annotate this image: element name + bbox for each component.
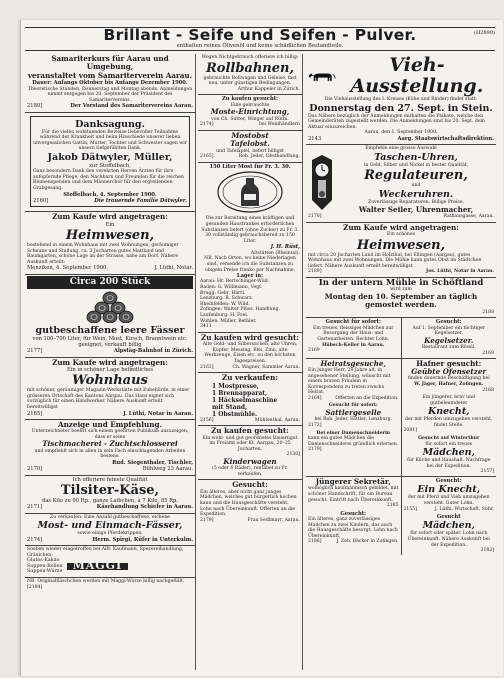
list-item: Aarau: Hr. Bertschinger-Wild. bbox=[200, 279, 270, 285]
ad-number: 2186] bbox=[308, 539, 322, 545]
ad-title: Bei einer Damenschneiderin bbox=[316, 430, 391, 436]
ad-number: 2081] bbox=[403, 428, 417, 434]
ad-number: 2179] bbox=[200, 517, 214, 523]
ad-title: Empfehle eine grosse Auswahl bbox=[365, 146, 437, 152]
ad-text: womöglich kaufmännisch gebildet, mit schöner Handschrift, für ein Bureau gesucht. Eintritt nach Übereinkunft. bbox=[308, 486, 399, 503]
ad-number: 2160] bbox=[33, 197, 49, 204]
ad-number: 2177] bbox=[27, 348, 43, 355]
ad-text-2: Ganz besondern Dank den verehrten Herren Ärzten für ihre aufopfernde Pflege, den Nachbarn und Freunden für die reichen Blumenspenden und dem Männerchor für den ergreifenden Grabgesang. bbox=[33, 169, 184, 192]
ad-title: Gesucht: bbox=[435, 478, 462, 485]
list-item: 1 Obstmühle. bbox=[212, 410, 258, 418]
ad-subtitle: veranstaltet vom Samariterverein Aarau. bbox=[27, 70, 193, 80]
ad-main: Moste-Einrichtung, bbox=[210, 107, 290, 117]
list-item: 1 Mostpresse, bbox=[212, 382, 259, 390]
ad-main: Heiratsgesuche, bbox=[320, 358, 386, 368]
ad-number: 2165] bbox=[200, 154, 214, 160]
ad-wohnhaus bbox=[25, 358, 195, 420]
ad-sign: Aarg. Staatswirtschaftsdirektion. bbox=[397, 135, 494, 142]
ad-sign: J. Lüthi, Notar in Aarau. bbox=[123, 410, 193, 417]
ad-and: und bbox=[411, 183, 421, 189]
ad-knecht bbox=[401, 477, 497, 555]
column-left bbox=[25, 54, 196, 670]
ad-text: Die Viehausstellung des I. Kreises (Kühe und Rinder) findet statt: bbox=[324, 97, 478, 102]
ad-sign: Die trauernde Familie Dätwyler. bbox=[94, 197, 187, 204]
ad-gesucht-sofort bbox=[306, 318, 401, 357]
ad-text: finden dauernde Beschäftigung bei bbox=[407, 376, 490, 382]
ad-row-gesucht bbox=[306, 318, 496, 358]
ad-mostfaesser bbox=[25, 514, 195, 546]
ad-main: Tischmacherei - Zuchtschlosserei bbox=[42, 439, 178, 449]
ad-heimwesen-1 bbox=[25, 212, 195, 274]
lager-list bbox=[200, 279, 300, 324]
ad-sekretaer bbox=[306, 477, 401, 555]
ad-number: 2171] bbox=[27, 504, 43, 511]
ad-number: 2130] bbox=[286, 452, 300, 458]
ad-text: und Tafeläpfel, liefert billigst bbox=[216, 148, 284, 154]
ad-number: 2188 bbox=[482, 309, 494, 315]
ad-gesucht-maedchen bbox=[198, 480, 302, 525]
ad-date: Montag den 10. September an täglich gemostet werden. bbox=[324, 292, 478, 310]
ad-text: von Ch. Sutter, Winger auf Rüthi. bbox=[211, 116, 289, 122]
ad-subtitle: Eine gebrauchte bbox=[230, 102, 270, 108]
ad-sign: Alpstäg-Bahnhof in Zürich. bbox=[113, 348, 193, 355]
ad-sign: Rob. Jeder, Obsthandlung. bbox=[238, 154, 300, 160]
ad-text: für Küche und Haushalt. Nachfrage bei der Expedition. bbox=[407, 458, 491, 469]
ad-main: Rollbahnen, bbox=[205, 60, 295, 76]
ad-title: Zum Kaufe wird angetragen: bbox=[343, 222, 459, 232]
maggi-line-4: Suppen-Würze bbox=[27, 569, 63, 575]
ad-number: 2155] bbox=[403, 506, 417, 512]
ad-text: Ein älteres, aber nicht ganz junges Mädchen, welches gut bürgerlich kochen kann und die Hausgeschäfte versteht. Lohn nach Übereinkunft. Offerten an die Expedition. bbox=[200, 489, 297, 518]
ad-title: Zu kaufen gesucht: bbox=[211, 426, 289, 436]
ad-text: Die zur Bereitung eines kräftigen und gesunden Haustrankes erforderlichen Substanzen liefert (ohne Zucker) zu Fr. 3. 30 vollständig gebrauchsbereit zu 150 Liter. bbox=[201, 216, 299, 244]
ad-title: Zu verkaufen: bbox=[222, 373, 278, 383]
ad-date: Donnerstag den 27. Sept. in Stein. bbox=[309, 102, 493, 114]
ad-title: Gesucht für sofort: bbox=[328, 403, 378, 409]
ad-sign: Mühlenthal, Aarau. bbox=[254, 417, 300, 423]
ad-title: Samariterkurs für Aarau und Umgebung, bbox=[51, 54, 169, 72]
ad-main: Kinderwagen bbox=[223, 456, 277, 466]
ad-text: Theoretische Stunden, Donnerstag und Montag abends. Anmeldungen nimmt entgegen bis 20. September der Präsident des Samaritervereins. bbox=[27, 86, 193, 103]
ad-subtitle: Ein schönes bbox=[387, 232, 415, 238]
ad-title: Danksagung. bbox=[75, 118, 145, 130]
lager-title: Lager in: bbox=[236, 273, 264, 280]
ad-title: Gesucht für sofort: bbox=[325, 319, 381, 326]
banner-title: Brillant - Seife und Seifen - Pulver. bbox=[103, 26, 417, 44]
ad-uhren bbox=[306, 145, 496, 222]
ad-altgold bbox=[198, 333, 302, 373]
list-item: Wohlen: Müller, Bethler. bbox=[200, 318, 257, 324]
ad-number: 2168 bbox=[482, 387, 494, 393]
ad-main: Vieh-Ausstellung. bbox=[350, 54, 484, 97]
list-item: Rheinfelden: W. Wild. bbox=[200, 301, 250, 307]
banner-subtitle: enthalten reines Olivenöl und keine schädlichen Bestandteile. bbox=[176, 43, 344, 49]
column-right bbox=[306, 54, 496, 670]
ad-text: Ein junger Herr, 28 Jahre alt, in angesehener Stellung, wünscht mit einem braven Fräulein in Korrespondenz zu treten zwecks Heirat. bbox=[308, 367, 391, 396]
ad-text: Für die vielen wohltuenden Beweise liebevoller Teilnahme während der Krankheit und beim Hinschiede unserer lieben unvergesslichen Gattin, Mutter, Tochter und Schwester sagen wir unsern tiefgefühlten Dank. bbox=[33, 129, 187, 152]
ad-number: 2156] bbox=[200, 417, 214, 423]
ad-number: 2157] bbox=[480, 469, 494, 475]
ad-text: Unterzeichneter beehrt sich einem geehrten Publikum anzuzeigen, dass er seine bbox=[31, 429, 189, 440]
ad-number: 2168 bbox=[482, 350, 494, 356]
ad-title: Wegen Nichtgebrauch offeriere ich billig: bbox=[201, 55, 299, 60]
barrels-illustration bbox=[75, 291, 145, 323]
ad-title: In der untern Mühle in Schöftland bbox=[318, 278, 484, 289]
ad-number: 3411 bbox=[200, 324, 212, 330]
ad-title: Gesucht: bbox=[340, 510, 367, 517]
ad-main: Geübte Ofensetzer bbox=[411, 366, 487, 376]
ad-liter-most bbox=[198, 163, 302, 333]
ad-title: Zu verkaufen: Eine Anzahl gutbeschaffene, eichene bbox=[50, 514, 170, 520]
ad-sign: bei Weinhändlern bbox=[258, 122, 300, 128]
ad-number: 2174] bbox=[27, 536, 43, 543]
ad-title: Gesucht bbox=[436, 514, 461, 521]
ad-number: 2172] bbox=[308, 423, 322, 429]
danksagung-frame bbox=[30, 116, 190, 208]
ad-text: Alte Gold- und Silbersachen, alte Uhren, Kupfer, Messing, Blei, Zinn, alte Werkzeuge, Eisen etc. zu den höchsten Tagespreisen. bbox=[202, 342, 298, 364]
ad-text: für sofort oder später. Lohn nach Übereinkunft. Nähere Auskunft bei der Expedition. bbox=[407, 531, 490, 548]
ad-sign: J. Lüthi, Wirtschaft, Suhr. bbox=[434, 506, 494, 512]
ad-text-2: NB. Nach Orten, wo keine Niederlagen sind, versende ich die Substanzen zu obigem Preise franko per Nachnahme. bbox=[204, 256, 296, 273]
newspaper-page bbox=[20, 20, 503, 676]
ad-subtitle: für sofort ein treues bbox=[425, 441, 473, 447]
ad-faesser bbox=[25, 275, 195, 358]
ad-title: Zum Kaufe wird angetragen: bbox=[52, 212, 168, 222]
list-item: Zofingen: Walter Plüss, Handlung. bbox=[200, 307, 280, 313]
ad-subtitle: Ein in schöner Lage befindliches bbox=[66, 366, 154, 373]
ad-title: Zu kaufen wird gesucht: bbox=[201, 332, 299, 342]
ad-viehausstellung bbox=[306, 54, 496, 145]
ad-main-2: Regulateuren, bbox=[364, 168, 468, 184]
ad-text: Auf 1. September ein tüchtiger Kegelsetzer, bbox=[412, 325, 485, 337]
ad-title: Ich offeriere feinste Qualität bbox=[72, 476, 148, 483]
ad-text: der mit Pferden umzugehen versteht, findet Stelle. bbox=[405, 417, 493, 428]
ad-text: mit circa 20 Jucharten Land im Holzthal, bei Ellingen (Aargau), gutes Wohnhaus mit zwei Wohnungen. Die Mühle kann gutes Obst im Städtchen liefert. Nähere Auskunft erteilt bereitwilligst bbox=[308, 252, 482, 269]
ad-main-2: Tafelobst. bbox=[230, 139, 270, 149]
ad-tilsiter-kaese bbox=[25, 476, 195, 514]
ad-title: 150 Liter Most für Fr. 3. 30. bbox=[209, 163, 291, 170]
ad-sign: Rud. Siegenthaler, Tischler, bbox=[112, 460, 193, 467]
ad-hafner bbox=[401, 359, 497, 477]
ad-date: Dauer: Anfangs Oktober bis Anfangs Dezember 1900. bbox=[32, 80, 188, 87]
ad-row-heirat bbox=[306, 359, 496, 478]
ad-zu-verkaufen bbox=[198, 373, 302, 426]
ad-text: in Gold, Silber und Nickel in bester Qualität, bbox=[363, 162, 469, 168]
maggi-line-3: Suppen-Rollen bbox=[27, 563, 63, 569]
ad-kegelsetzer bbox=[401, 318, 497, 357]
ad-name: Jakob Dätwyler, Müller, bbox=[47, 151, 173, 163]
ad-text-2: Zuverlässige Reparaturen. Billige Preise. bbox=[368, 200, 464, 206]
ad-text: bestehend in einem Wohnhaus mit zwei Wohnungen, geräumiger Scheune und Stallung, ca. 3 Jucharten gutes Mattland und Baumgarten, schöne Lage an der Strasse, nahe am Dorf. Nähere Auskunft erteilt: bbox=[27, 242, 179, 265]
ad-sign: Frau Sedlmayr, Aarau. bbox=[247, 517, 300, 523]
ad-number: 2174] bbox=[200, 122, 214, 128]
ad-main: Mädchen, bbox=[422, 520, 475, 532]
list-item: Baden: G. Willimann, Vogt. bbox=[200, 284, 263, 290]
ad-sign: Käsehandlung Schiefer in Aarau. bbox=[96, 504, 193, 511]
list-item: mit Stand, bbox=[212, 403, 248, 411]
bottle-emblem-icon bbox=[215, 170, 285, 214]
ad-title: Zum Kaufe wird angetragen: bbox=[52, 357, 168, 367]
ad-text: bei Rob. Jeder, Sattler, Lenzburg. bbox=[314, 417, 393, 423]
ad-place: Rathausgasse, Aarau. bbox=[443, 214, 494, 220]
ad-title: Gesucht: bbox=[232, 480, 268, 490]
ad-text: gebrauchte Rollwagen und Geleise, fast neu, unter günstigen Bedingungen. bbox=[203, 75, 297, 87]
ad-place: Bühlweg 23 Aarau. bbox=[142, 466, 193, 473]
ad-title: Jüngerer Sekretär, bbox=[315, 477, 391, 487]
ad-text: kann ein gutes Mädchen die Damenschneiderei gründlich erlernen. bbox=[308, 436, 399, 447]
ad-main: Kegelsetzer. bbox=[424, 335, 474, 345]
column-middle bbox=[198, 54, 303, 670]
ad-title: Ein jüngerer, brav und gutbeleumdeter bbox=[422, 395, 476, 406]
ad-main: Heimwesen, bbox=[356, 237, 446, 253]
ad-text: Ein wohl- und gut geordnetes Bauerngut im Freiamt oder Kt. Aargau, 20–25 Jucharten. bbox=[202, 435, 298, 452]
ad-date-2: Aarau, den 1. September 1900. bbox=[364, 130, 438, 136]
ad-text: mit schöner, geräumiger Magazin-Werkstätte mit Zubehörde, in einer grösseren Ortschaft des Kantons Aargau. Das Haus eignet sich vorzüglich für einen Handwerker. Nähere Auskunft erteilt bereitwilligst bbox=[27, 388, 190, 410]
clock-icon bbox=[310, 154, 334, 212]
ad-number: 2164] bbox=[308, 395, 322, 401]
ad-number: 2182] bbox=[480, 548, 494, 554]
ad-number: 2185] bbox=[27, 410, 43, 417]
ad-place: zur Stoffelbach, bbox=[89, 162, 131, 169]
ad-sign: W. Jäger, Hafner, Zofingen. bbox=[414, 381, 484, 387]
ad-text-2: (5 oder 6 Räder), rentabel zu Fr. verkaufen. bbox=[212, 466, 288, 477]
list-item: 1 Brennapparat, bbox=[212, 389, 268, 397]
ad-muehle bbox=[306, 278, 496, 318]
maggi-line-1: Soeben wieder eingetroffen bei Alfr. Kaufmann, Spezereihandlung, Gränichen: bbox=[27, 547, 184, 558]
ad-sign: J. Lüthi, Notar. bbox=[154, 265, 193, 272]
ad-text: das Kilo zu 90 Rp., ganze Laibchen, à 7 Kilo, 85 Rp. bbox=[42, 497, 178, 504]
ad-main: Heimwesen, bbox=[65, 227, 155, 243]
ad-number: 2189] bbox=[308, 269, 322, 275]
list-item: Brugg: Gebr. Härri. bbox=[200, 290, 246, 296]
ad-number: 2170] bbox=[27, 466, 43, 473]
ad-sign: Der Vorstand des Samaritervereins Aarau. bbox=[70, 103, 193, 110]
ad-place: Altstätten (Rheintal). bbox=[250, 250, 300, 256]
ad-date: Stoffelbach, 4. September 1900. bbox=[63, 191, 157, 198]
ad-samariterkurs bbox=[25, 54, 195, 113]
ad-title: Hafner gesucht: bbox=[416, 358, 482, 368]
ad-sign: Hübsch-Keller in Aarau. bbox=[322, 342, 385, 348]
ad-mostobst bbox=[198, 131, 302, 163]
ad-number: 2179] bbox=[308, 447, 322, 453]
ad-sign: Restaurant zum Rössli. bbox=[421, 345, 476, 351]
ad-heimwesen-2 bbox=[306, 223, 496, 278]
ad-subtitle: Ein bbox=[105, 221, 115, 228]
banner-ad bbox=[25, 27, 495, 51]
maggi-logo: MAGGI bbox=[67, 563, 129, 569]
ad-tischmacherei bbox=[25, 420, 195, 476]
list-item: Laufenburg: H. Frei. bbox=[200, 312, 249, 318]
ad-main-3: Weckeruhren. bbox=[378, 189, 454, 201]
ad-rollbahnen bbox=[198, 54, 302, 95]
circa-banner: Circa 200 Stück bbox=[27, 276, 193, 289]
ad-main: Ein Knecht, bbox=[417, 484, 481, 496]
ad-subtitle: wird zum bbox=[390, 287, 412, 293]
ad-sign: J. H. Rüst, bbox=[270, 244, 300, 251]
list-item: 1 Häckselmaschine bbox=[212, 396, 278, 404]
ad-title: Zu kaufen gesucht: bbox=[221, 96, 279, 103]
ad-main: Mostobst bbox=[231, 130, 269, 140]
ad-text: Ein treues, fleissiges Mädchen zur Besorgung der Haus- und Gartenarbeiten. Rechter Lohn. bbox=[313, 325, 394, 342]
ad-sign: J. Zeh, Bäcker in Zofingen. bbox=[336, 539, 399, 545]
ad-number: 2163] bbox=[200, 364, 214, 370]
ad-danksagung bbox=[25, 113, 195, 213]
ad-main: Tilsiter-Käse, bbox=[60, 482, 160, 498]
ad-main: Mädchen, bbox=[422, 447, 475, 459]
column-footer: NB. Originalfläschchen werden mit Maggi-Würze billig nachgefüllt. [2184] bbox=[27, 579, 185, 590]
list-item: Lenzburg: R. Schwarz. bbox=[200, 296, 253, 302]
maggi-line-2: Glutos-Kakao bbox=[27, 558, 60, 564]
ad-sign: Ch. Wagner, Sammler Aarau. bbox=[232, 364, 300, 370]
banner-number: (H2890) bbox=[474, 30, 495, 36]
ad-sign: Offerten an die Expedition. bbox=[335, 395, 399, 401]
ad-maggi bbox=[25, 546, 195, 578]
ad-title: Anzeige und Empfehlung. bbox=[58, 419, 162, 429]
ad-number: 2180] bbox=[27, 103, 43, 110]
ad-sign: Herm. Spirgi, Küfer in Unterkulm. bbox=[92, 536, 193, 543]
ad-row-bottom bbox=[306, 477, 496, 555]
ad-text-2: und empfiehlt sich in allen in sein Fach einschlagenden Arbeiten bestens. bbox=[34, 448, 186, 460]
cow-icon bbox=[308, 67, 336, 85]
ad-number: 2169 bbox=[308, 348, 320, 354]
ad-number: 2185 bbox=[386, 503, 399, 509]
ad-main: Knecht, bbox=[427, 406, 470, 418]
ad-date: Menziken, 4. September 1900. bbox=[27, 265, 108, 272]
ad-heiratsgesuche bbox=[306, 359, 401, 477]
ad-title: Gesucht: bbox=[435, 319, 462, 326]
ad-moste-einrichtung bbox=[198, 95, 302, 130]
ad-kinderwagen bbox=[198, 426, 302, 480]
ad-main: Sattlergeselle bbox=[325, 408, 382, 418]
ad-sign: Arthur Kappeler in Zürich. bbox=[237, 86, 300, 92]
ad-main: Wohnhaus bbox=[72, 373, 148, 389]
ad-title: Gesucht auf Winterthur bbox=[418, 436, 480, 442]
ad-text-2: Das Nähere bezüglich der Anmeldungen enthalten die Plakate, welche den Gemeinderäten zugestellt werden. Die Anmeldungen sind bis 20. Sept. dem Aktuar einzureichen. bbox=[308, 113, 485, 130]
ad-main: Taschen-Uhren, bbox=[374, 151, 458, 163]
ad-main: Most- und Einmach-Fässer, bbox=[37, 520, 183, 532]
ad-sign: Walter Seiler, Uhrenmacher, bbox=[358, 204, 474, 214]
ad-main: gutbeschaffene leere Fässer bbox=[35, 324, 185, 336]
ad-text: sowie einige Pferdekrippen. bbox=[77, 531, 143, 537]
ad-text: von 100–700 Liter, für Wein, Most, Kirsch, Branntwein etc. geeignet, verkauft billig bbox=[32, 335, 188, 348]
ad-number: 2178] bbox=[308, 214, 322, 220]
ad-text: der mit Pferd und Vieh umzugehen versteht. Guter Lohn. bbox=[407, 495, 490, 506]
ad-sign: Jos. Lüthi, Notar in Aarau. bbox=[426, 269, 494, 275]
ad-number: 2143 bbox=[308, 135, 322, 142]
ad-text: Ein älteres, ganz zuverlässiges Mädchen zu zwei Kindern, das auch die Hausgeschäfte besorgt. Lohn nach Übereinkunft. bbox=[308, 517, 398, 539]
